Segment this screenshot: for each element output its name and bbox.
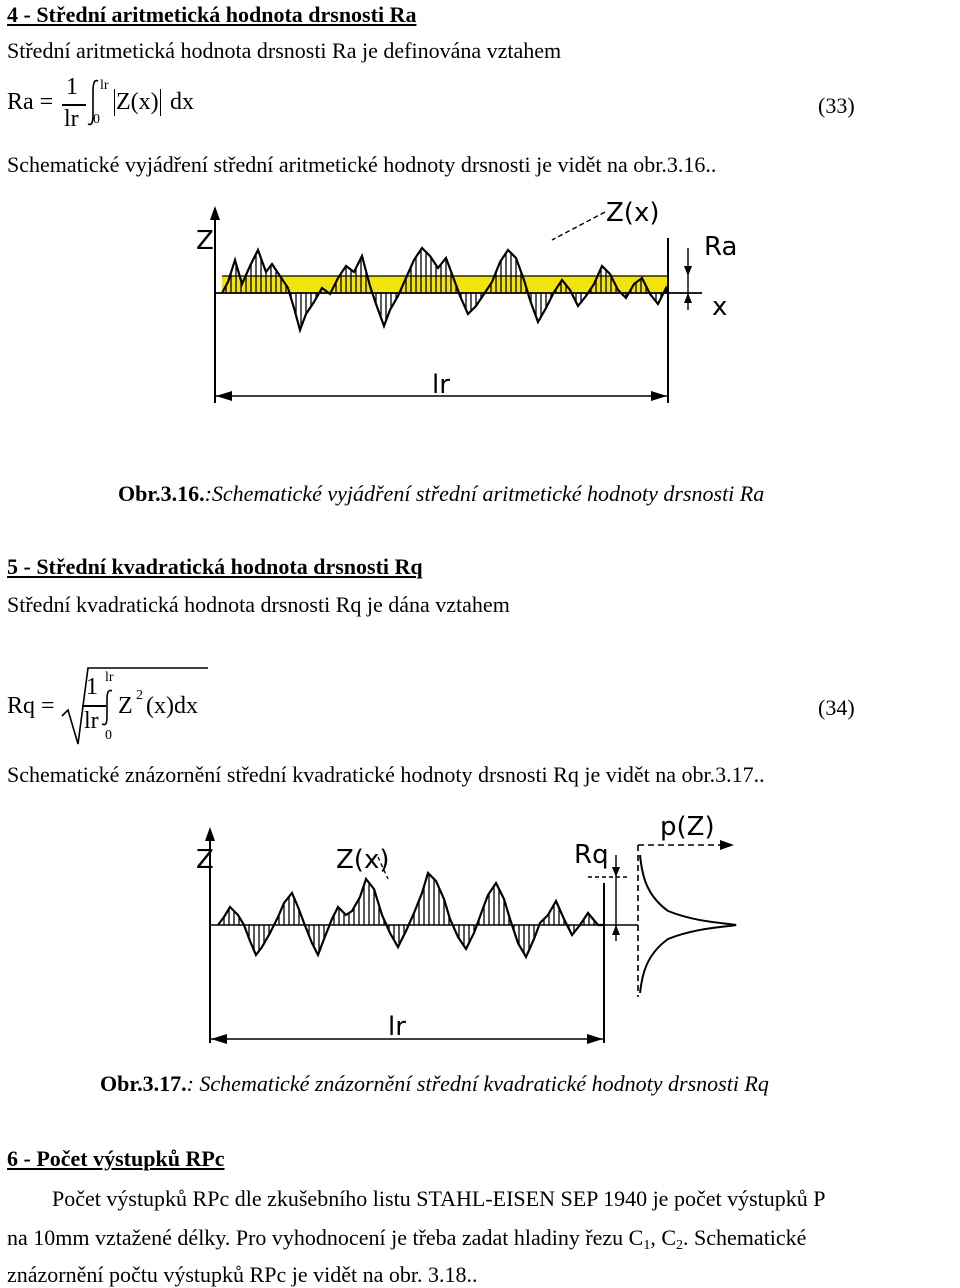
section-5-figure-reference: Schematické znázornění střední kvadratické hodnoty drsnosti Rq je vidět na obr.3.17.. xyxy=(7,762,765,787)
section-6-text-c: , C xyxy=(650,1225,677,1250)
fig316-label-zx: Z(x) xyxy=(606,198,660,228)
fig317-label-rq: Rq xyxy=(574,840,609,870)
eq34-numerator: 1 xyxy=(86,674,98,700)
eq34-number: (34) xyxy=(818,695,855,720)
figure-3-17-caption-text: : Schematické znázornění střední kvadratické hodnoty drsnosti Rq xyxy=(186,1071,769,1096)
eq34-lhs: Rq = xyxy=(7,693,55,719)
eq34-z: Z xyxy=(118,693,133,719)
fig316-label-ra: Ra xyxy=(704,232,738,262)
figure-3-16-caption-text: :Schematické vyjádření střední aritmetické hodnoty drsnosti Ra xyxy=(204,481,765,506)
section-5-intro: Střední kvadratická hodnota drsnosti Rq je dána vztahem xyxy=(7,592,510,617)
lr-arrow-left-icon xyxy=(216,391,232,401)
z-axis-2-arrow-icon xyxy=(205,827,215,841)
zx-leader xyxy=(552,212,605,240)
section-5-heading: 5 - Střední kvadratická hodnota drsnosti Rq xyxy=(7,554,423,579)
section-4-figure-reference: Schematické vyjádření střední aritmetické hodnoty drsnosti je vidět na obr.3.16.. xyxy=(7,152,717,177)
eq33-dx: dx xyxy=(170,89,194,115)
z-axis-arrow-icon xyxy=(210,206,220,220)
distribution-curve xyxy=(640,855,736,993)
section-4-heading: 4 - Střední aritmetická hodnota drsnosti Ra xyxy=(7,2,417,27)
rq-arrow-bottom-icon xyxy=(612,925,620,935)
section-6-paragraph-line-1: Počet výstupků RPc dle zkušebního listu STAHL-EISEN SEP 1940 je počet výstupků P xyxy=(52,1186,826,1211)
fig317-label-pz: p(Z) xyxy=(660,812,715,842)
figure-3-16-caption-number: Obr.3.16. xyxy=(118,481,205,506)
section-6-text-b: na 10mm vztažené délky. Pro vyhodnocení je třeba zadat hladiny řezu C xyxy=(7,1225,644,1250)
rq-arrow-top-icon xyxy=(612,867,620,877)
section-6-paragraph-line-2 xyxy=(7,1225,806,1254)
lr-arrow-left-2-icon xyxy=(211,1034,227,1044)
fig317-label-zx: Z(x) xyxy=(336,845,390,875)
eq34-denominator: lr xyxy=(84,708,99,734)
ra-arrow-top-icon xyxy=(684,266,692,276)
figure-3-16-caption xyxy=(118,481,764,507)
section-6-paragraph-line-3: znázornění počtu výstupků RPc je vidět na obr. 3.18.. xyxy=(7,1262,478,1287)
section-6-text-d: . Schematické xyxy=(683,1225,807,1250)
figure-3-17-caption-number: Obr.3.17. xyxy=(100,1071,187,1096)
section-6-sub-1: 1 xyxy=(643,1238,651,1253)
eq33-lhs: Ra = xyxy=(7,89,54,115)
section-4-intro: Střední aritmetická hodnota drsnosti Ra je definována vztahem xyxy=(7,38,562,63)
fig316-label-x: x xyxy=(712,292,728,322)
pz-arrow-icon xyxy=(720,840,734,850)
eq33-numerator: 1 xyxy=(66,74,78,100)
eq34-exponent: 2 xyxy=(136,688,143,703)
lr-arrow-right-icon xyxy=(651,391,667,401)
eq34-x-dx: (x)dx xyxy=(146,693,198,719)
eq33-lower-limit: 0 xyxy=(93,112,100,127)
fig317-label-lr: lr xyxy=(388,1012,406,1042)
fig316-label-lr: lr xyxy=(432,370,450,400)
section-6-heading: 6 - Počet výstupků RPc xyxy=(7,1146,225,1171)
eq33-abs-z: Z(x) xyxy=(116,89,159,115)
ra-arrow-bottom-icon xyxy=(684,293,692,303)
eq33-denominator: lr xyxy=(64,106,79,132)
eq33-number: (33) xyxy=(818,93,855,118)
section-6-sub-2: 2 xyxy=(676,1238,684,1253)
fig317-label-z: Z xyxy=(196,845,214,875)
profile-line-2 xyxy=(218,873,604,957)
eq34-upper-limit: lr xyxy=(105,670,114,685)
eq34-integral-icon xyxy=(100,688,116,728)
figure-3-17-caption xyxy=(100,1071,769,1097)
eq34-lower-limit: 0 xyxy=(105,728,112,743)
fig316-label-z: Z xyxy=(196,226,214,256)
figure-3-17 xyxy=(188,815,748,1067)
figure-3-16 xyxy=(180,198,740,420)
lr-arrow-right-2-icon xyxy=(587,1034,603,1044)
eq33-upper-limit: lr xyxy=(100,78,109,93)
